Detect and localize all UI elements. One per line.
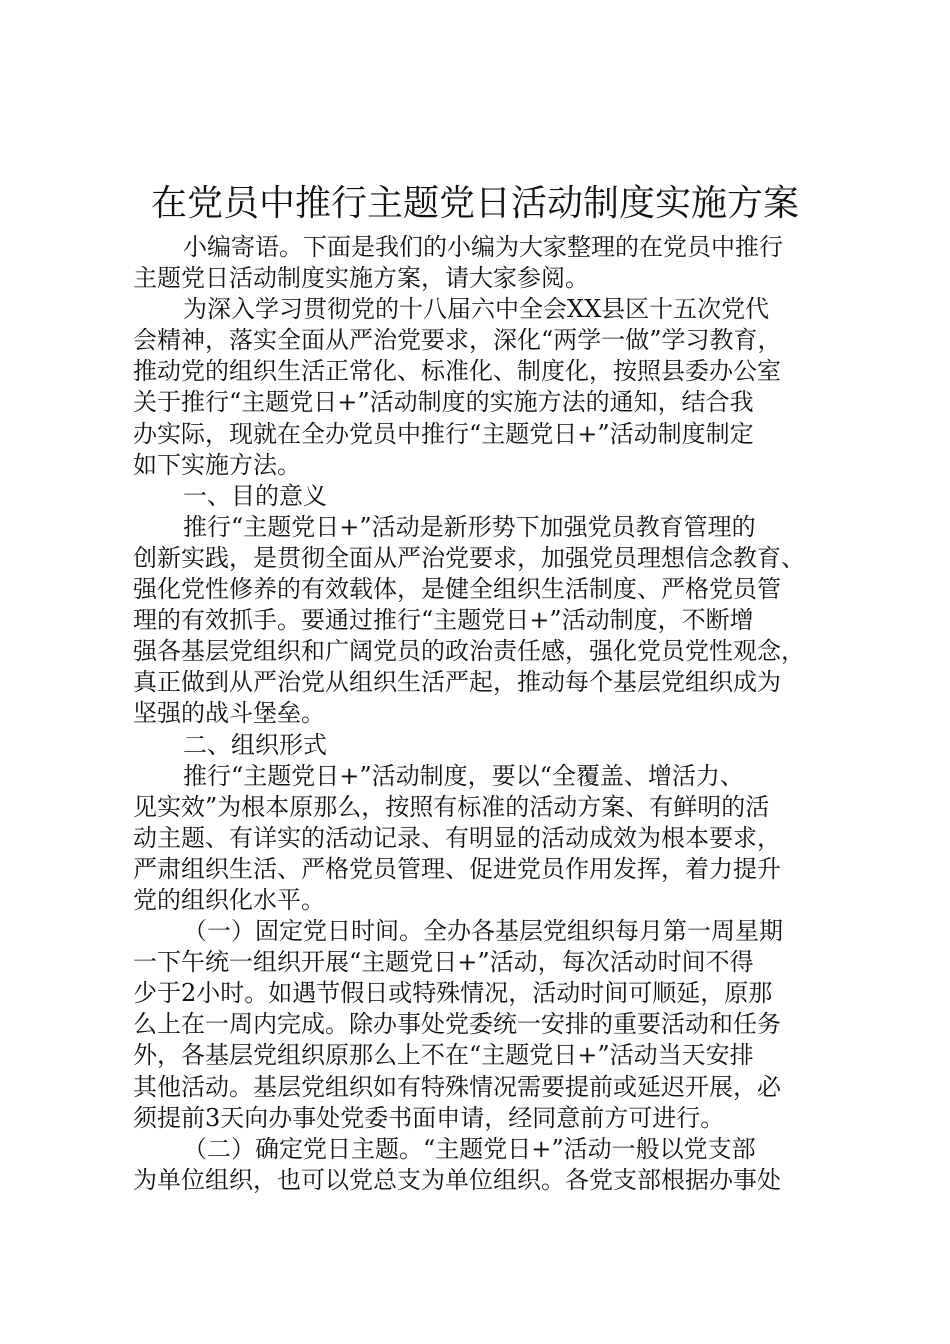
section-heading: 二、组织形式 — [183, 730, 327, 759]
paragraph-line: 严肃组织生活、严格党员管理、促进党员作用发挥，着力提升 — [133, 854, 781, 883]
paragraph-line: 推行“主题党日+”活动是新形势下加强党员教育管理的 — [183, 512, 756, 541]
paragraph-line: 为单位组织，也可以党总支为单位组织。各党支部根据办事处 — [133, 1165, 781, 1194]
paragraph-line: 创新实践，是贯彻全面从严治党要求，加强党员理想信念教育、 — [133, 543, 805, 572]
paragraph-line: 推行“主题党日+”活动制度，要以“全覆盖、增活力、 — [183, 761, 744, 790]
paragraph-line: 强化党性修养的有效载体，是健全组织生活制度、严格党员管 — [133, 575, 781, 604]
paragraph-line: 为深入学习贯彻党的十八届六中全会XX县区十五次党代 — [183, 295, 770, 324]
paragraph-line: 会精神，落实全面从严治党要求，深化“两学一做”学习教育， — [133, 326, 782, 355]
paragraph-line: 关于推行“主题党日+”活动制度的实施方法的通知，结合我 — [133, 388, 754, 417]
paragraph-line: 须提前3天向办事处党委书面申请，经同意前方可进行。 — [133, 1103, 725, 1132]
paragraph-line: 办实际，现就在全办党员中推行“主题党日+”活动制度制定 — [133, 419, 754, 448]
paragraph-line: （一）固定党日时间。全办各基层党组织每月第一周星期 — [183, 917, 783, 946]
paragraph-line: 小编寄语。下面是我们的小编为大家整理的在党员中推行 — [183, 233, 783, 261]
document-title: 在党员中推行主题党日活动制度实施方案 — [150, 183, 799, 224]
paragraph-line: 理的有效抓手。要通过推行“主题党日+”活动制度，不断增 — [133, 606, 754, 635]
paragraph-line: 真正做到从严治党从组织生活严起，推动每个基层党组织成为 — [133, 668, 781, 697]
paragraph-line: 一下午统一组织开展“主题党日+”活动，每次活动时间不得 — [133, 948, 754, 977]
paragraph-line: 如下实施方法。 — [133, 450, 301, 479]
paragraph-line: 外，各基层党组织原那么上不在“主题党日+”活动当天安排 — [133, 1041, 754, 1070]
paragraph-line: 党的组织化水平。 — [133, 885, 325, 914]
document-body — [133, 232, 833, 1196]
paragraph-line: （二）确定党日主题。“主题党日+”活动一般以党支部 — [183, 1134, 756, 1163]
paragraph-line: 主题党日活动制度实施方案，请大家参阅。 — [133, 264, 589, 293]
paragraph-line: 动主题、有详实的活动记录、有明显的活动成效为根本要求， — [133, 823, 781, 852]
paragraph-line: 么上在一周内完成。除办事处党委统一安排的重要活动和任务 — [133, 1010, 781, 1039]
section-heading: 一、目的意义 — [183, 481, 327, 510]
paragraph-line: 坚强的战斗堡垒。 — [133, 699, 325, 728]
paragraph-line: 推动党的组织生活正常化、标准化、制度化，按照县委办公室 — [133, 357, 781, 386]
paragraph-line: 见实效”为根本原那么，按照有标准的活动方案、有鲜明的活 — [133, 792, 770, 821]
paragraph-line: 强各基层党组织和广阔党员的政治责任感，强化党员党性观念， — [133, 637, 805, 666]
paragraph-line: 少于2小时。如遇节假日或特殊情况，活动时间可顺延，原那 — [133, 979, 773, 1008]
paragraph-line: 其他活动。基层党组织如有特殊情况需要提前或延迟开展，必 — [133, 1072, 781, 1101]
